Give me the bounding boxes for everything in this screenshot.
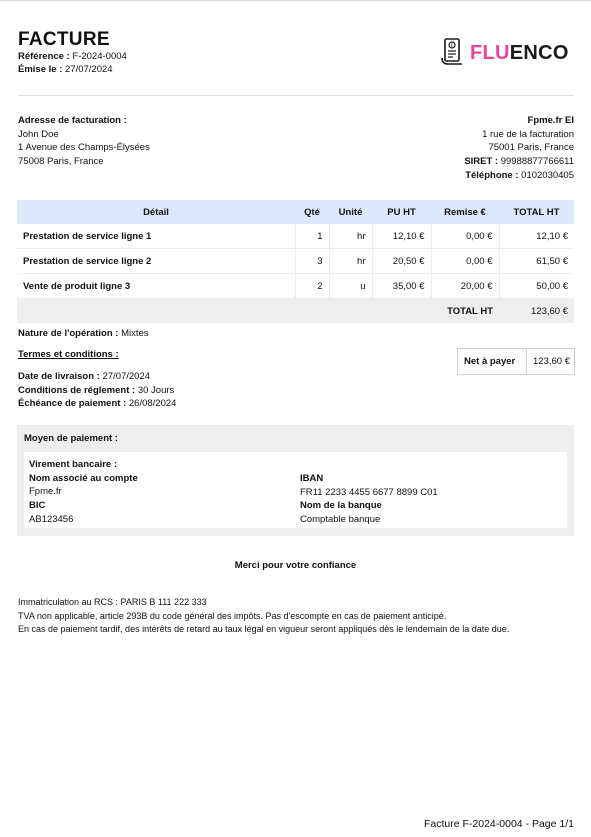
- payment-title: Moyen de paiement :: [24, 433, 118, 444]
- reference-line: [18, 51, 127, 62]
- top-divider: [0, 0, 591, 1]
- table-row: [17, 274, 574, 299]
- issuer-siret: [464, 155, 574, 169]
- phone-label: Téléphone :: [465, 169, 519, 181]
- payment-method-box: [17, 425, 574, 536]
- billing-label: Adresse de facturation :: [18, 115, 127, 126]
- issuer-phone: [464, 169, 574, 183]
- net-label: Net à payer: [464, 356, 516, 367]
- delivery-label: Date de livraison :: [18, 371, 100, 382]
- bic-label: BIC: [29, 500, 46, 512]
- table-row: [17, 224, 574, 249]
- reference-label: Référence :: [18, 51, 70, 62]
- siret-label: SIRET :: [464, 156, 499, 168]
- header-divider: [18, 95, 574, 96]
- nature-value: Mixtes: [121, 328, 149, 339]
- total-label: TOTAL HT: [431, 299, 499, 324]
- net-value: 123,60 €: [526, 349, 574, 374]
- logo-part-2: ENCO: [509, 42, 569, 64]
- total-row: [17, 299, 574, 324]
- account-label: Nom associé au compte: [29, 472, 138, 484]
- row-qty: 3: [295, 249, 329, 274]
- bank-col-right: [300, 472, 438, 527]
- conditions-value: 30 Jours: [137, 384, 175, 396]
- row-unit: u: [329, 274, 372, 299]
- invoice-title: FACTURE: [18, 29, 110, 50]
- delivery-value: 27/07/2024: [102, 371, 151, 382]
- col-header: Détail: [17, 200, 295, 224]
- net-to-pay-box: [457, 348, 575, 375]
- company-logo: [440, 38, 569, 69]
- row-remise: 0,00 €: [431, 249, 499, 274]
- billing-name: John Doe: [18, 128, 59, 140]
- bank-details: [24, 452, 567, 528]
- billing-city: 75008 Paris, France: [18, 156, 104, 168]
- row-unit: hr: [329, 249, 372, 274]
- thanks-message: Merci pour votre confiance: [234, 560, 357, 571]
- row-total: 50,00 €: [499, 274, 574, 299]
- logo-part-1: FLU: [470, 42, 510, 64]
- legal-line: En cas de paiement tardif, des intérêts de retard au taux légal en vigueur seront appliqués dès le lendemain de la date due.: [18, 624, 510, 635]
- row-pu: 35,00 €: [372, 274, 431, 299]
- payment-dates: [18, 370, 176, 411]
- delivery-date: [18, 370, 176, 384]
- row-remise: 0,00 €: [431, 224, 499, 249]
- row-pu: 20,50 €: [372, 249, 431, 274]
- table-header-row: [17, 200, 574, 224]
- issuer-city: 75001 Paris, France: [488, 142, 574, 154]
- terms-heading: Termes et conditions :: [18, 349, 119, 360]
- issuer-street: 1 rue de la facturation: [482, 128, 574, 140]
- phone-value: 0102030405: [521, 169, 574, 181]
- receipt-icon: [440, 38, 464, 69]
- col-header: Unité: [329, 200, 372, 224]
- col-header: Remise €: [431, 200, 499, 224]
- legal-line: Immatriculation au RCS : PARIS B 111 222 333: [18, 597, 207, 607]
- issue-date-line: [18, 64, 113, 75]
- operation-nature: [18, 328, 149, 339]
- issuer-address: [464, 114, 574, 183]
- legal-line: TVA non applicable, article 293B du code général des impôts. Pas d'escompte en cas de paiement anticipé.: [18, 610, 447, 621]
- total-value: 123,60 €: [499, 299, 574, 324]
- nature-label: Nature de l'opération :: [18, 328, 119, 339]
- col-header: TOTAL HT: [499, 200, 574, 224]
- bic-value: AB123456: [29, 513, 74, 525]
- svg-text:€: €: [450, 44, 454, 49]
- issue-label: Émise le :: [18, 64, 63, 75]
- bank-label: Nom de la banque: [300, 500, 382, 512]
- bank-value: Comptable banque: [300, 514, 381, 526]
- row-pu: 12,10 €: [372, 224, 431, 249]
- row-detail: Prestation de service ligne 2: [17, 249, 295, 274]
- due-date: [18, 397, 176, 411]
- row-total: 61,50 €: [499, 249, 574, 274]
- iban-value: FR11 2233 4455 6677 8899 C01: [300, 486, 438, 498]
- payment-conditions: [18, 384, 176, 398]
- row-qty: 1: [295, 224, 329, 249]
- conditions-label: Conditions de réglement :: [18, 384, 136, 396]
- col-header: PU HT: [372, 200, 431, 224]
- bank-col-left: [29, 458, 138, 527]
- row-detail: Prestation de service ligne 1: [17, 224, 295, 249]
- col-header: Qté: [295, 200, 329, 224]
- issue-value: 27/07/2024: [65, 64, 113, 75]
- payment-method: Virement bancaire :: [29, 459, 118, 470]
- table-row: [17, 249, 574, 274]
- row-remise: 20,00 €: [431, 274, 499, 299]
- legal-notes: [18, 596, 509, 637]
- reference-value: F-2024-0004: [72, 51, 127, 62]
- items-table: [17, 200, 574, 323]
- row-total: 12,10 €: [499, 224, 574, 249]
- billing-street: 1 Avenue des Champs-Élysées: [18, 142, 150, 154]
- page-footer: Facture F-2024-0004 - Page 1/1: [423, 818, 574, 830]
- logo-wordmark: [470, 42, 569, 65]
- billing-address: [18, 114, 150, 169]
- due-label: Échéance de paiement :: [18, 398, 127, 410]
- due-value: 26/08/2024: [128, 398, 177, 410]
- siret-value: 99988877766611: [500, 156, 574, 168]
- row-unit: hr: [329, 224, 372, 249]
- issuer-name: Fpme.fr EI: [527, 115, 574, 126]
- row-detail: Vente de produit ligne 3: [17, 274, 295, 299]
- account-value: Fpme.fr: [29, 486, 62, 498]
- iban-label: IBAN: [300, 473, 324, 484]
- row-qty: 2: [295, 274, 329, 299]
